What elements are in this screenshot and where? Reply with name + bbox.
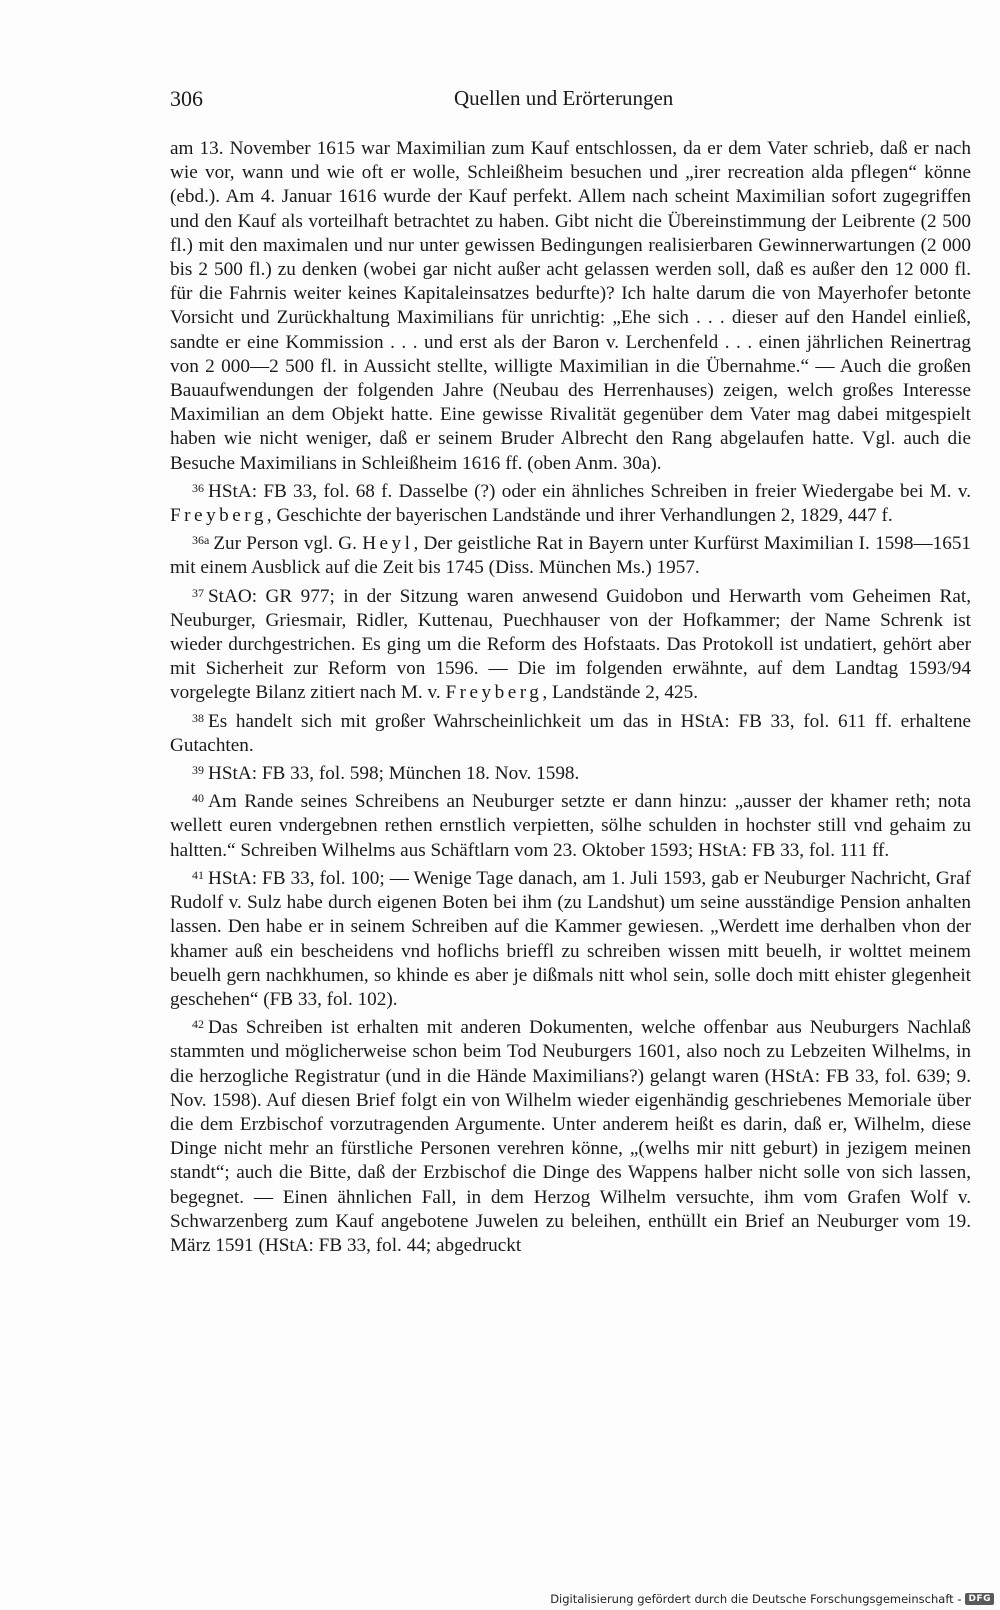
continuation-paragraph: am 13. November 1615 war Maximilian zum Kauf entschlossen, da er dem Vater schrieb, daß er nach wie vor, wann und wie oft er wolle, Schleißheim besuchen und „irer recreation alda pflegen“ könne (ebd.). Am 4. Januar 1616 wurde der Kauf perfekt. Allem nach scheint Maximilian sofort zugegriffen und den Kauf als vorteilhaft betrachtet zu haben. Gibt nicht die Übereinstimmung der Leibrente (2 500 fl.) mit den maximalen und nur unter gewissen Bedingungen realisierbaren Gewinnerwartungen (2 000 bis 2 500 fl.) zu denken (wobei gar nicht außer acht gelassen werden soll, daß es außer den 12 000 fl. für die Fahrnis weiter keines Kapitaleinsatzes bedurfte)? Ich halte darum die von Mayerhofer betonte Vorsicht und Zurückhaltung Maximilians für unrichtig: „Ehe sich . . . dieser auf den Handel einließ, sandte er eine Kommission . . . und erst als der Baron v. Lerchenfeld . . . einen jährlichen Reinertrag von 2 000—2 500 fl. in Aussicht stellte, willigte Maximilian in die Übernahme.“ — Auch die großen Bauaufwendungen der folgenden Jahre (Neubau des Herrenhauses) zeigen, welch großes Interesse Maximilian an dem Objekt hatte. Eine gewisse Rivalität gegenüber dem Vater mag dabei mitgespielt haben wie nicht weniger, daß er seinem Bruder Albrecht den Rang abgelaufen hatte. Vgl. auch die Besuche Maximilians in Schleißheim 1616 ff. (oben Anm. 30a). <box>170 138 971 474</box>
footnote-39 <box>170 758 971 786</box>
footnote-36a <box>170 528 971 580</box>
footnote-text: HStA: FB 33, fol. 100; — Wenige Tage danach, am 1. Juli 1593, gab er Neuburger Nachricht, Graf Rudolf v. Sulz habe durch eigenen Boten bei ihm (zu Landshut) um seine ausständige Pension anhalten lassen. Den habe er in seinem Schreiben auf die Kammer gewiesen. „Werdett ime derhalben vhon der khamer auß ein bescheidens vnd hoflichs brieffl zu schreiben wissen mitt beuelh, ir wolttet meinem beuelh gern nachkhumen, so khinde es aber je dißmals nitt whol sein, solle doch mitt ehister glegenheit geschehen“ (FB 33, fol. 102). <box>170 867 971 1010</box>
page-number: 306 <box>170 86 203 111</box>
footnote-40 <box>170 786 971 863</box>
body-text <box>170 137 971 1258</box>
footnote-text: StAO: GR 977; in der Sitzung waren anwesend Guidobon und Herwarth vom Geheimen Rat, Neuburger, Griesmair, Ridler, Kuttenau, Puechhauser von der Hofkammer; der Name Schrenk ist wieder durchgestrichen. Es ging um die Reform des Hofstaats. Das Protokoll ist undatiert, gehört aber mit Sicherheit zur Reform von 1596. — Die im folgenden erwähnte, auf dem Landtag 1593/94 vorgelegte Bilanz zitiert nach M. v. <box>170 585 971 704</box>
footnote-text: Zur Person vgl. G. <box>213 533 363 555</box>
footnote-text: HStA: FB 33, fol. 598; München 18. Nov. 1598. <box>208 763 580 785</box>
author-name: Heyl <box>362 533 414 555</box>
footnote-marker: 42 <box>192 1017 204 1032</box>
dfg-logo: DFG <box>965 1593 994 1605</box>
digitization-footer <box>550 1592 994 1606</box>
running-title: Quellen und Erörterungen <box>454 86 674 110</box>
footnote-marker: 41 <box>192 867 204 882</box>
footnote-text: HStA: FB 33, fol. 68 f. Dasselbe (?) oder ein ähnliches Schreiben in freier Wiedergabe bei M. v. <box>208 480 971 502</box>
footnote-42 <box>170 1012 971 1258</box>
footnote-marker: 37 <box>192 585 204 600</box>
footnote-marker: 38 <box>192 710 204 725</box>
footnote-text: , Der geistliche Rat in Bayern unter Kurfürst Maximilian I. 1598—1651 mit einem Ausblick auf die Zeit bis 1745 (Diss. München Ms.) 1957. <box>170 533 972 579</box>
footnote-38 <box>170 706 971 758</box>
page-header <box>170 86 690 118</box>
footnote-text: , Landstände 2, 425. <box>542 682 698 704</box>
footnote-37 <box>170 581 971 706</box>
footnote-marker: 36a <box>192 533 210 548</box>
footer-credit: Digitalisierung gefördert durch die Deutsche Forschungsgemeinschaft - <box>550 1592 962 1606</box>
footnote-marker: 40 <box>192 791 204 806</box>
footnote-marker: 39 <box>192 763 204 778</box>
footnote-text: , Geschichte der bayerischen Landstände und ihrer Verhandlungen 2, 1829, 447 f. <box>266 505 893 527</box>
footnote-41 <box>170 863 971 1012</box>
footnote-marker: 36 <box>192 480 204 495</box>
footnote-36 <box>170 476 971 528</box>
footnote-text: Das Schreiben ist erhalten mit anderen Dokumenten, welche offenbar aus Neuburgers Nachlaß stammten und möglicherweise schon beim Tod Neuburgers 1601, also noch zu Lebzeiten Wilhelms, in die herzogliche Registratur (und in die Hände Maximilians?) gelangt waren (HStA: FB 33, fol. 639; 9. Nov. 1598). Auf diesen Brief folgt ein von Wilhelm wieder eigenhändig geschriebenes Memoriale über die dem Erzbischof vorzutragenden Argumente. Unter anderem heißt es darin, daß er, Wilhelm, diese Dinge nicht mehr an fürstliche Personen verehren könne, „(welhs mir nitt geburt) in jezigem meinen standt“; auch die Bitte, daß der Erzbischof die Dinge des Wappens halber nicht solle von sich lassen, begegnet. — Einen ähnlichen Fall, in dem Herzog Wilhelm versuchte, ihm vom Grafen Wolf v. Schwarzenberg zum Kauf angebotene Juwelen zu beleihen, enthüllt ein Brief an Neuburger vom 19. März 1591 (HStA: FB 33, fol. 44; abgedruckt <box>170 1017 971 1256</box>
footnote-text: Es handelt sich mit großer Wahrscheinlichkeit um das in HStA: FB 33, fol. 611 ff. erhaltene Gutachten. <box>170 710 971 756</box>
footnote-text: Am Rande seines Schreibens an Neuburger setzte er dann hinzu: „ausser der khamer reth; nota wellett euren vndergebnen rethen ernstlich verpietten, sölhe schulden in hochster still vnd gehaim zu haltten.“ Schreiben Wilhelms aus Schäftlarn vom 23. Oktober 1593; HStA: FB 33, fol. 111 ff. <box>170 791 971 861</box>
author-name: Freyberg <box>445 682 543 704</box>
author-name: Freyberg <box>170 505 267 527</box>
